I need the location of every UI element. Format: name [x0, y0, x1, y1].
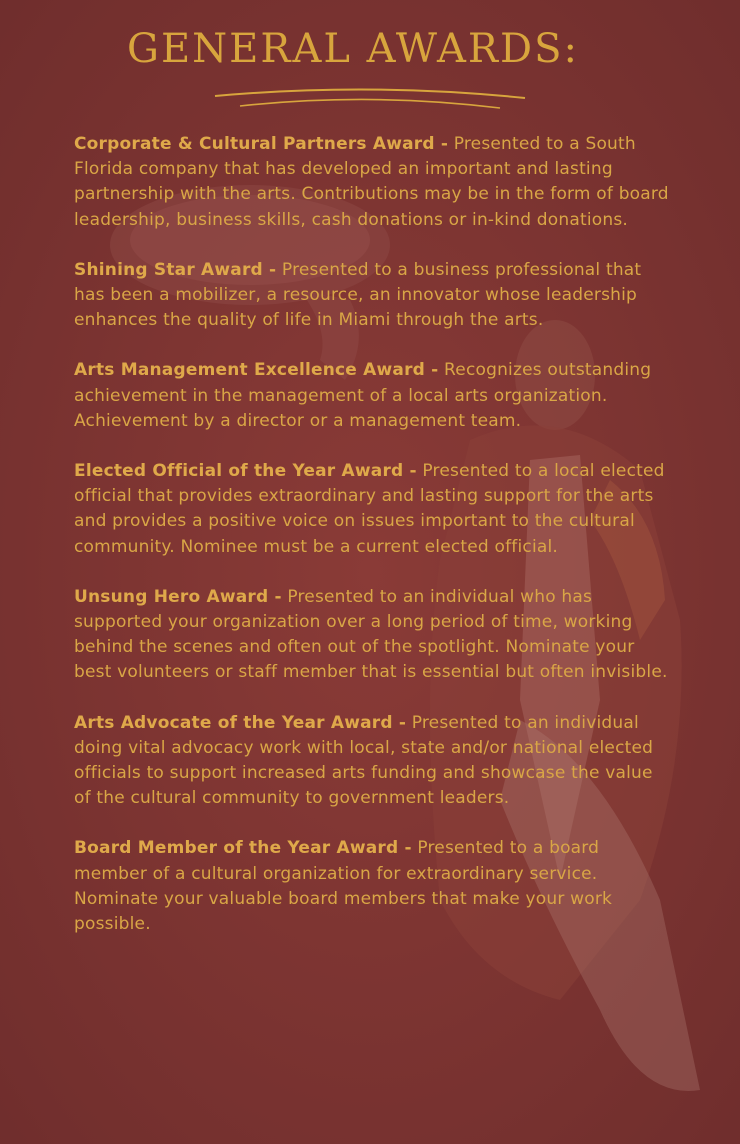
title-underline-flourish	[210, 84, 530, 114]
award-description: Presented to a local elected official that provides extraordinary and lasting support for the arts and provides a positive voice on issues important to the cultural community. Nominee must be a current elected official.	[74, 461, 665, 557]
award-description: Presented to a South Florida company that has developed an important and lasting partnership with the arts. Contributions may be in the form of board leadership, business skills, cash donations or in-kind donations.	[74, 134, 669, 230]
award-name: Shining Star Award -	[74, 259, 277, 280]
award-name: Elected Official of the Year Award -	[74, 461, 417, 482]
award-name: Unsung Hero Award -	[74, 586, 282, 607]
award-shining-star	[74, 258, 674, 334]
award-arts-management-excellence	[74, 358, 674, 434]
award-unsung-hero	[74, 585, 674, 686]
award-description: Presented to a business professional that has been a mobilizer, a resource, an innovator whose leadership enhances the quality of life in Miami through the arts.	[74, 259, 642, 331]
award-board-member	[74, 836, 674, 937]
award-description: Recognizes outstanding achievement in the management of a local arts organization. Achievement by a director or a management team.	[74, 360, 652, 431]
award-name: Board Member of the Year Award -	[74, 838, 412, 859]
page-title: GENERAL AWARDS:	[127, 26, 579, 72]
award-corporate-cultural-partners	[74, 132, 674, 233]
award-elected-official	[74, 459, 674, 560]
award-description: Presented to a board member of a cultural organization for extraordinary service. Nominate your valuable board members that make your work possible.	[74, 838, 613, 935]
award-arts-advocate	[74, 711, 674, 812]
award-description: Presented to an individual doing vital advocacy work with local, state and/or national elected officials to support increased arts funding and showcase the value of the cultural community to government leaders.	[74, 712, 654, 809]
awards-list	[74, 132, 674, 962]
award-name: Corporate & Cultural Partners Award -	[74, 134, 449, 154]
award-description: Presented to an individual who has supported your organization over a long period of time, working behind the scenes and often out of the spotlight. Nominate your best volunteers or staff member that is essential but often invisible.	[74, 586, 668, 683]
award-name: Arts Advocate of the Year Award -	[74, 712, 407, 733]
award-name: Arts Management Excellence Award -	[74, 360, 439, 381]
